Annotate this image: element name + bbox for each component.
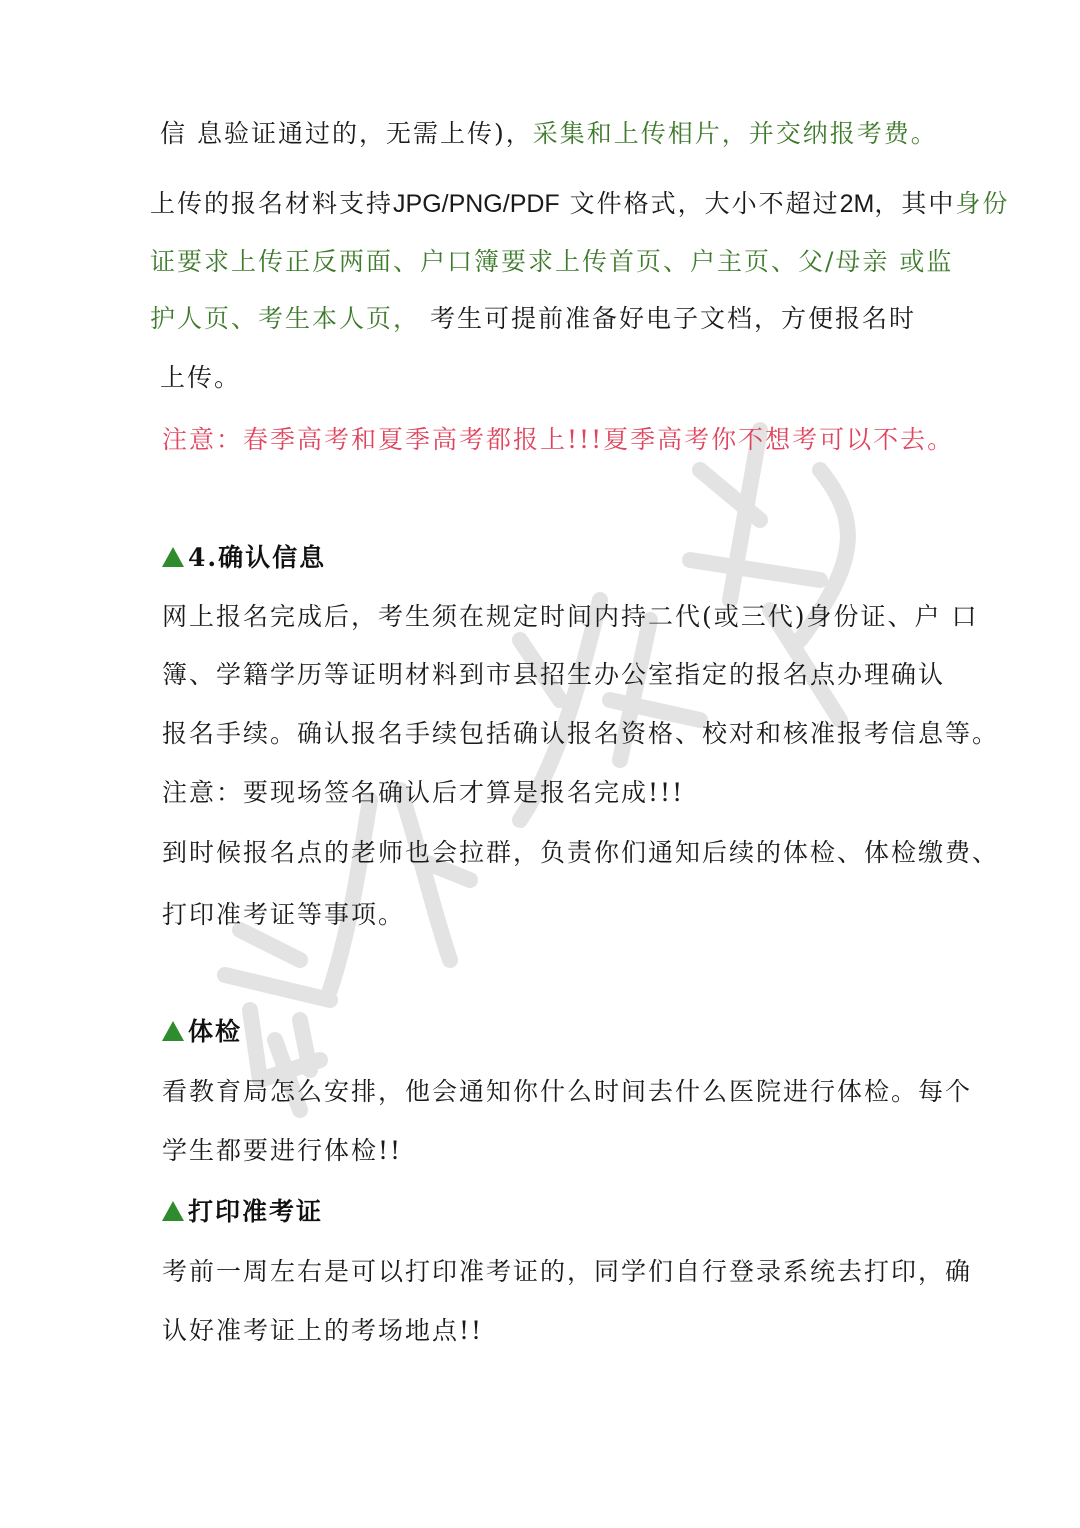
text-line: 打印准考证等事项。 (162, 900, 406, 929)
text-line: 看教育局怎么安排，他会通知你什么时间去什么医院进行体检。每个 (162, 1077, 973, 1106)
section-title: 打印准考证 (188, 1197, 324, 1226)
section-heading (162, 1012, 242, 1048)
text-run: 上传的报名材料支持 (150, 189, 394, 218)
text-line: 认好准考证上的考场地点!! (162, 1316, 484, 1345)
highlight-text: 身份 (955, 189, 1010, 218)
file-formats: JPG/PNG/PDF (393, 190, 560, 218)
text-line: 簿、学籍学历等证明材料到市县招生办公室指定的报名点办理确认 (162, 660, 946, 689)
text-run: 考生可提前准备好电子文档，方便报名时 (420, 304, 916, 333)
section-heading (162, 538, 326, 574)
triangle-icon (162, 1201, 184, 1221)
section-heading (162, 1192, 323, 1228)
highlight-text: 护人页、考生本人页， (150, 304, 421, 333)
notice-text: 注意：春季高考和夏季高考都报上!!!夏季高考你不想考可以不去。 (162, 425, 955, 454)
section-title: 体检 (188, 1017, 243, 1046)
text-line (150, 299, 916, 335)
text-line: 上传。 (160, 363, 242, 392)
section-title: 4.确认信息 (188, 543, 327, 572)
text-line: 网上报名完成后，考生须在规定时间内持二代(或三代)身份证、户 口 (162, 602, 979, 631)
text-line: 学生都要进行体检!! (162, 1136, 403, 1165)
text-line (160, 114, 938, 150)
file-size: 2M (839, 190, 875, 218)
text-line: 报名手续。确认报名手续包括确认报名资格、校对和核准报考信息等。 (162, 719, 1000, 748)
highlight-text: 证要求上传正反两面、户口簿要求上传首页、户主页、父/母亲 或监 (150, 247, 954, 276)
text-run: 文件格式，大小不超过 (559, 189, 840, 218)
text-line: 考前一周左右是可以打印准考证的，同学们自行登录系统去打印，确 (162, 1257, 973, 1286)
text-run: 信 息验证通过的，无需上传)， (160, 119, 533, 148)
text-line (150, 184, 1009, 220)
text-run: ，其中 (874, 189, 956, 218)
text-line: 到时候报名点的老师也会拉群，负责你们通知后续的体检、体检缴费、 (162, 838, 1000, 867)
triangle-icon (162, 1021, 184, 1041)
text-line: 注意：要现场签名确认后才算是报名完成!!! (162, 778, 685, 807)
triangle-icon (162, 547, 184, 567)
highlight-text: 采集和上传相片，并交纳报考费。 (532, 119, 938, 148)
